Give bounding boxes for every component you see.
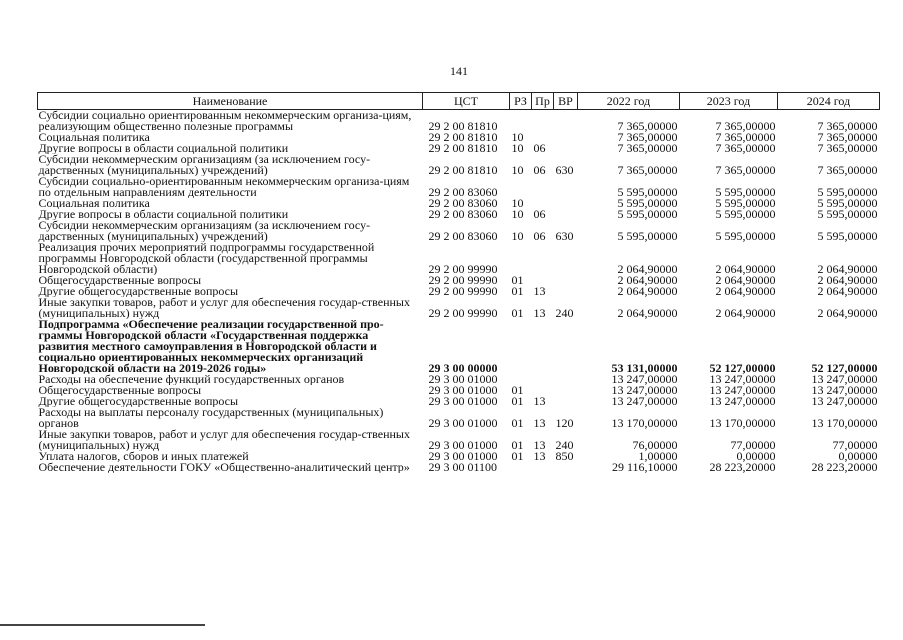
cell-2022: 5 595,00000 — [617, 209, 678, 220]
cell-rz — [510, 176, 532, 198]
cell-2024: 2 064,90000 — [817, 286, 878, 297]
table-row — [38, 374, 880, 385]
cell-vr — [554, 462, 578, 473]
cell-cst: 29 2 00 99990 — [428, 286, 498, 297]
cell-cst: 29 2 00 81810 — [428, 163, 498, 176]
table-row — [38, 429, 880, 451]
cell-2024: 7 365,00000 — [817, 119, 878, 132]
cell-rz: 01 — [511, 286, 524, 297]
table-row — [38, 220, 880, 242]
cell-cst: 29 2 00 81810 — [428, 132, 498, 143]
table-row — [38, 451, 880, 462]
cell-2024: 77,00000 — [832, 438, 878, 451]
table-row — [38, 132, 880, 143]
cell-vr — [554, 275, 578, 286]
table-row — [38, 176, 880, 198]
table-row — [38, 319, 880, 374]
cell-pr — [532, 132, 554, 143]
cell-vr: 850 — [555, 451, 574, 462]
cell-2023: 13 247,00000 — [709, 396, 776, 407]
cell-2023: 2 064,90000 — [715, 286, 776, 297]
cell-pr: 06 — [533, 163, 546, 176]
cell-2023: 13 247,00000 — [709, 374, 776, 385]
cell-cst: 29 2 00 81810 — [428, 119, 498, 132]
cell-2023: 2 064,90000 — [715, 262, 776, 275]
cell-2023: 13 170,00000 — [709, 416, 776, 429]
cell-2022: 13 247,00000 — [611, 374, 678, 385]
cell-rz: 10 — [511, 143, 524, 154]
cell-pr — [532, 462, 554, 473]
header-name: Наименование — [38, 93, 423, 110]
header-2022: 2022 год — [578, 93, 680, 110]
cell-vr — [554, 209, 578, 220]
cell-2022: 29 116,10000 — [611, 462, 678, 473]
table-row — [38, 286, 880, 297]
cell-2022: 7 365,00000 — [617, 132, 678, 143]
table-header — [38, 93, 880, 110]
cell-vr — [554, 319, 578, 374]
cell-rz: 01 — [511, 451, 524, 462]
cell-vr — [554, 385, 578, 396]
table-row — [38, 242, 880, 275]
table-row — [38, 143, 880, 154]
cell-cst: 29 2 00 81810 — [428, 143, 498, 154]
page-number: 141 — [450, 64, 468, 78]
cell-rz — [510, 319, 532, 374]
cell-rz — [510, 110, 532, 133]
cell-name: Субсидии некоммерческим организациям (за исключением госу-дарственных (муниципальных) учреждений) — [38, 154, 371, 176]
cell-2024: 2 064,90000 — [817, 275, 878, 286]
cell-name: Обеспечение деятельности ГОКУ «Общественно-аналитический центр» — [38, 462, 410, 473]
budget-table — [37, 92, 880, 473]
cell-rz: 10 — [511, 163, 524, 176]
cell-pr: 13 — [533, 306, 546, 319]
cell-name: Общегосударственные вопросы — [38, 385, 202, 396]
cell-rz: 01 — [511, 275, 524, 286]
cell-name: Социальная политика — [38, 132, 150, 143]
cell-2024: 5 595,00000 — [817, 229, 878, 242]
cell-2022: 2 064,90000 — [617, 306, 678, 319]
cell-rz: 01 — [511, 385, 524, 396]
cell-cst: 29 2 00 99990 — [428, 306, 498, 319]
cell-2024: 13 247,00000 — [811, 396, 878, 407]
table-row — [38, 154, 880, 176]
cell-name: Субсидии некоммерческим организациям (за исключением госу-дарственных (муниципальных) учреждений) — [38, 220, 371, 242]
cell-rz: 01 — [511, 416, 524, 429]
header-2023: 2023 год — [680, 93, 778, 110]
cell-rz — [510, 374, 532, 385]
cell-name: Реализация прочих мероприятий подпрограммы государственной программы Новгородской области (государственной программы Новгородской области) — [38, 242, 375, 275]
cell-2022: 2 064,90000 — [617, 286, 678, 297]
cell-2023: 52 127,00000 — [709, 361, 776, 374]
cell-pr — [532, 110, 554, 133]
cell-2024: 13 247,00000 — [811, 385, 878, 396]
cell-2022: 76,00000 — [632, 438, 678, 451]
header-cst: ЦСТ — [423, 93, 510, 110]
cell-2023: 5 595,00000 — [715, 198, 776, 209]
cell-name: Иные закупки товаров, работ и услуг для обеспечения государ-ственных (муниципальных) нужд — [38, 429, 410, 451]
cell-2024: 5 595,00000 — [817, 198, 878, 209]
cell-pr — [532, 242, 554, 275]
cell-rz — [510, 462, 532, 473]
cell-rz: 10 — [511, 132, 524, 143]
header-2024: 2024 год — [778, 93, 880, 110]
cell-2024: 7 365,00000 — [817, 143, 878, 154]
cell-2024: 7 365,00000 — [817, 132, 878, 143]
cell-2023: 7 365,00000 — [715, 132, 776, 143]
cell-cst: 29 3 00 01000 — [428, 385, 498, 396]
header-pr: Пр — [532, 93, 554, 110]
table-row — [38, 198, 880, 209]
cell-pr — [532, 319, 554, 374]
cell-2022: 53 131,00000 — [611, 361, 678, 374]
cell-2023: 0,00000 — [736, 451, 776, 462]
cell-2022: 2 064,90000 — [617, 262, 678, 275]
cell-cst: 29 3 00 00000 — [428, 361, 498, 374]
cell-name: Уплата налогов, сборов и иных платежей — [38, 451, 249, 462]
cell-2022: 7 365,00000 — [617, 163, 678, 176]
cell-2023: 28 223,20000 — [709, 462, 776, 473]
cell-2022: 7 365,00000 — [617, 119, 678, 132]
cell-pr — [532, 198, 554, 209]
cell-vr: 630 — [555, 163, 574, 176]
cell-name: Расходы на обеспечение функций государственных органов — [38, 374, 345, 385]
cell-2023: 5 595,00000 — [715, 185, 776, 198]
cell-pr: 06 — [533, 229, 546, 242]
cell-pr — [532, 275, 554, 286]
cell-cst: 29 3 00 01000 — [428, 451, 498, 462]
cell-2023: 2 064,90000 — [715, 306, 776, 319]
cell-rz: 10 — [511, 229, 524, 242]
header-rz: РЗ — [510, 93, 532, 110]
cell-cst: 29 3 00 01000 — [428, 374, 498, 385]
cell-2022: 7 365,00000 — [617, 143, 678, 154]
cell-name: Расходы на выплаты персоналу государственных (муниципальных) органов — [38, 407, 384, 429]
cell-name: Общегосударственные вопросы — [38, 275, 202, 286]
cell-name: Другие вопросы в области социальной политики — [38, 209, 289, 220]
cell-cst: 29 3 00 01000 — [428, 438, 498, 451]
cell-pr: 13 — [533, 451, 546, 462]
cell-2023: 2 064,90000 — [715, 275, 776, 286]
cell-2022: 5 595,00000 — [617, 198, 678, 209]
cell-2024: 52 127,00000 — [811, 361, 878, 374]
cell-pr — [532, 385, 554, 396]
cell-vr — [554, 132, 578, 143]
cell-pr: 06 — [533, 209, 546, 220]
table-row — [38, 297, 880, 319]
cell-2024: 5 595,00000 — [817, 185, 878, 198]
cell-cst: 29 3 00 01000 — [428, 416, 498, 429]
cell-vr — [554, 396, 578, 407]
cell-cst: 29 3 00 01000 — [428, 396, 498, 407]
cell-cst: 29 2 00 83060 — [428, 209, 498, 220]
cell-2022: 2 064,90000 — [617, 275, 678, 286]
cell-vr: 630 — [555, 229, 574, 242]
cell-vr: 240 — [555, 306, 574, 319]
table-row — [38, 462, 880, 473]
cell-name: Подпрограмма «Обеспечение реализации государственной про-граммы Новгородской области «Государственная поддержка развития местного самоуправления в Новгородской области и социально ориентированных некоммерческих организаций Новгородской области на 2019-2026 годы» — [38, 319, 384, 374]
cell-rz: 01 — [511, 396, 524, 407]
cell-rz: 01 — [511, 438, 524, 451]
cell-2023: 77,00000 — [730, 438, 776, 451]
header-vr: ВР — [554, 93, 578, 110]
cell-2022: 1,00000 — [638, 451, 678, 462]
cell-vr — [554, 176, 578, 198]
cell-rz — [510, 242, 532, 275]
cell-2022: 13 247,00000 — [611, 385, 678, 396]
cell-cst: 29 2 00 99990 — [428, 275, 498, 286]
cell-name: Иные закупки товаров, работ и услуг для обеспечения государ-ственных (муниципальных) нужд — [38, 297, 410, 319]
cell-vr — [554, 198, 578, 209]
table-row — [38, 275, 880, 286]
cell-2022: 13 247,00000 — [611, 396, 678, 407]
footer-rule — [0, 624, 205, 626]
cell-pr: 13 — [533, 286, 546, 297]
cell-2023: 5 595,00000 — [715, 209, 776, 220]
cell-2023: 7 365,00000 — [715, 163, 776, 176]
cell-2024: 0,00000 — [838, 451, 878, 462]
cell-2024: 2 064,90000 — [817, 262, 878, 275]
table-row — [38, 396, 880, 407]
table-body — [38, 110, 880, 474]
cell-2024: 13 170,00000 — [811, 416, 878, 429]
cell-cst: 29 2 00 83060 — [428, 198, 498, 209]
cell-name: Субсидии социально ориентированным некоммерческим организа-циям, реализующим общественно полезные программы — [38, 109, 412, 132]
table-row — [38, 385, 880, 396]
cell-pr: 06 — [533, 143, 546, 154]
cell-rz: 01 — [511, 306, 524, 319]
cell-pr: 13 — [533, 396, 546, 407]
cell-pr — [532, 176, 554, 198]
cell-2023: 13 247,00000 — [709, 385, 776, 396]
cell-2024: 28 223,20000 — [811, 462, 878, 473]
cell-vr — [554, 242, 578, 275]
cell-cst: 29 2 00 99990 — [428, 262, 498, 275]
cell-vr: 240 — [555, 438, 574, 451]
table-row — [38, 407, 880, 429]
cell-pr: 13 — [533, 416, 546, 429]
table-row — [38, 110, 880, 133]
cell-2023: 7 365,00000 — [715, 143, 776, 154]
cell-name: Другие общегосударственные вопросы — [38, 396, 239, 407]
cell-vr: 120 — [555, 416, 574, 429]
cell-rz: 10 — [511, 209, 524, 220]
cell-2024: 13 247,00000 — [811, 374, 878, 385]
cell-2024: 7 365,00000 — [817, 163, 878, 176]
cell-name: Субсидии социально-ориентированным некоммерческим организа-циям по отдельным направлениям деятельности — [38, 176, 410, 198]
cell-vr — [554, 110, 578, 133]
cell-2022: 5 595,00000 — [617, 185, 678, 198]
cell-2023: 5 595,00000 — [715, 229, 776, 242]
cell-pr: 13 — [533, 438, 546, 451]
cell-rz: 10 — [511, 198, 524, 209]
cell-2022: 13 170,00000 — [611, 416, 678, 429]
table-row — [38, 209, 880, 220]
cell-cst: 29 3 00 01100 — [428, 462, 498, 473]
cell-2022: 5 595,00000 — [617, 229, 678, 242]
cell-vr — [554, 374, 578, 385]
cell-name: Другие вопросы в области социальной политики — [38, 143, 289, 154]
cell-2024: 2 064,90000 — [817, 306, 878, 319]
cell-vr — [554, 286, 578, 297]
cell-name: Социальная политика — [38, 198, 150, 209]
cell-cst: 29 2 00 83060 — [428, 229, 498, 242]
cell-2023: 7 365,00000 — [715, 119, 776, 132]
cell-name: Другие общегосударственные вопросы — [38, 286, 239, 297]
cell-pr — [532, 374, 554, 385]
cell-2024: 5 595,00000 — [817, 209, 878, 220]
cell-cst: 29 2 00 83060 — [428, 185, 498, 198]
cell-vr — [554, 143, 578, 154]
